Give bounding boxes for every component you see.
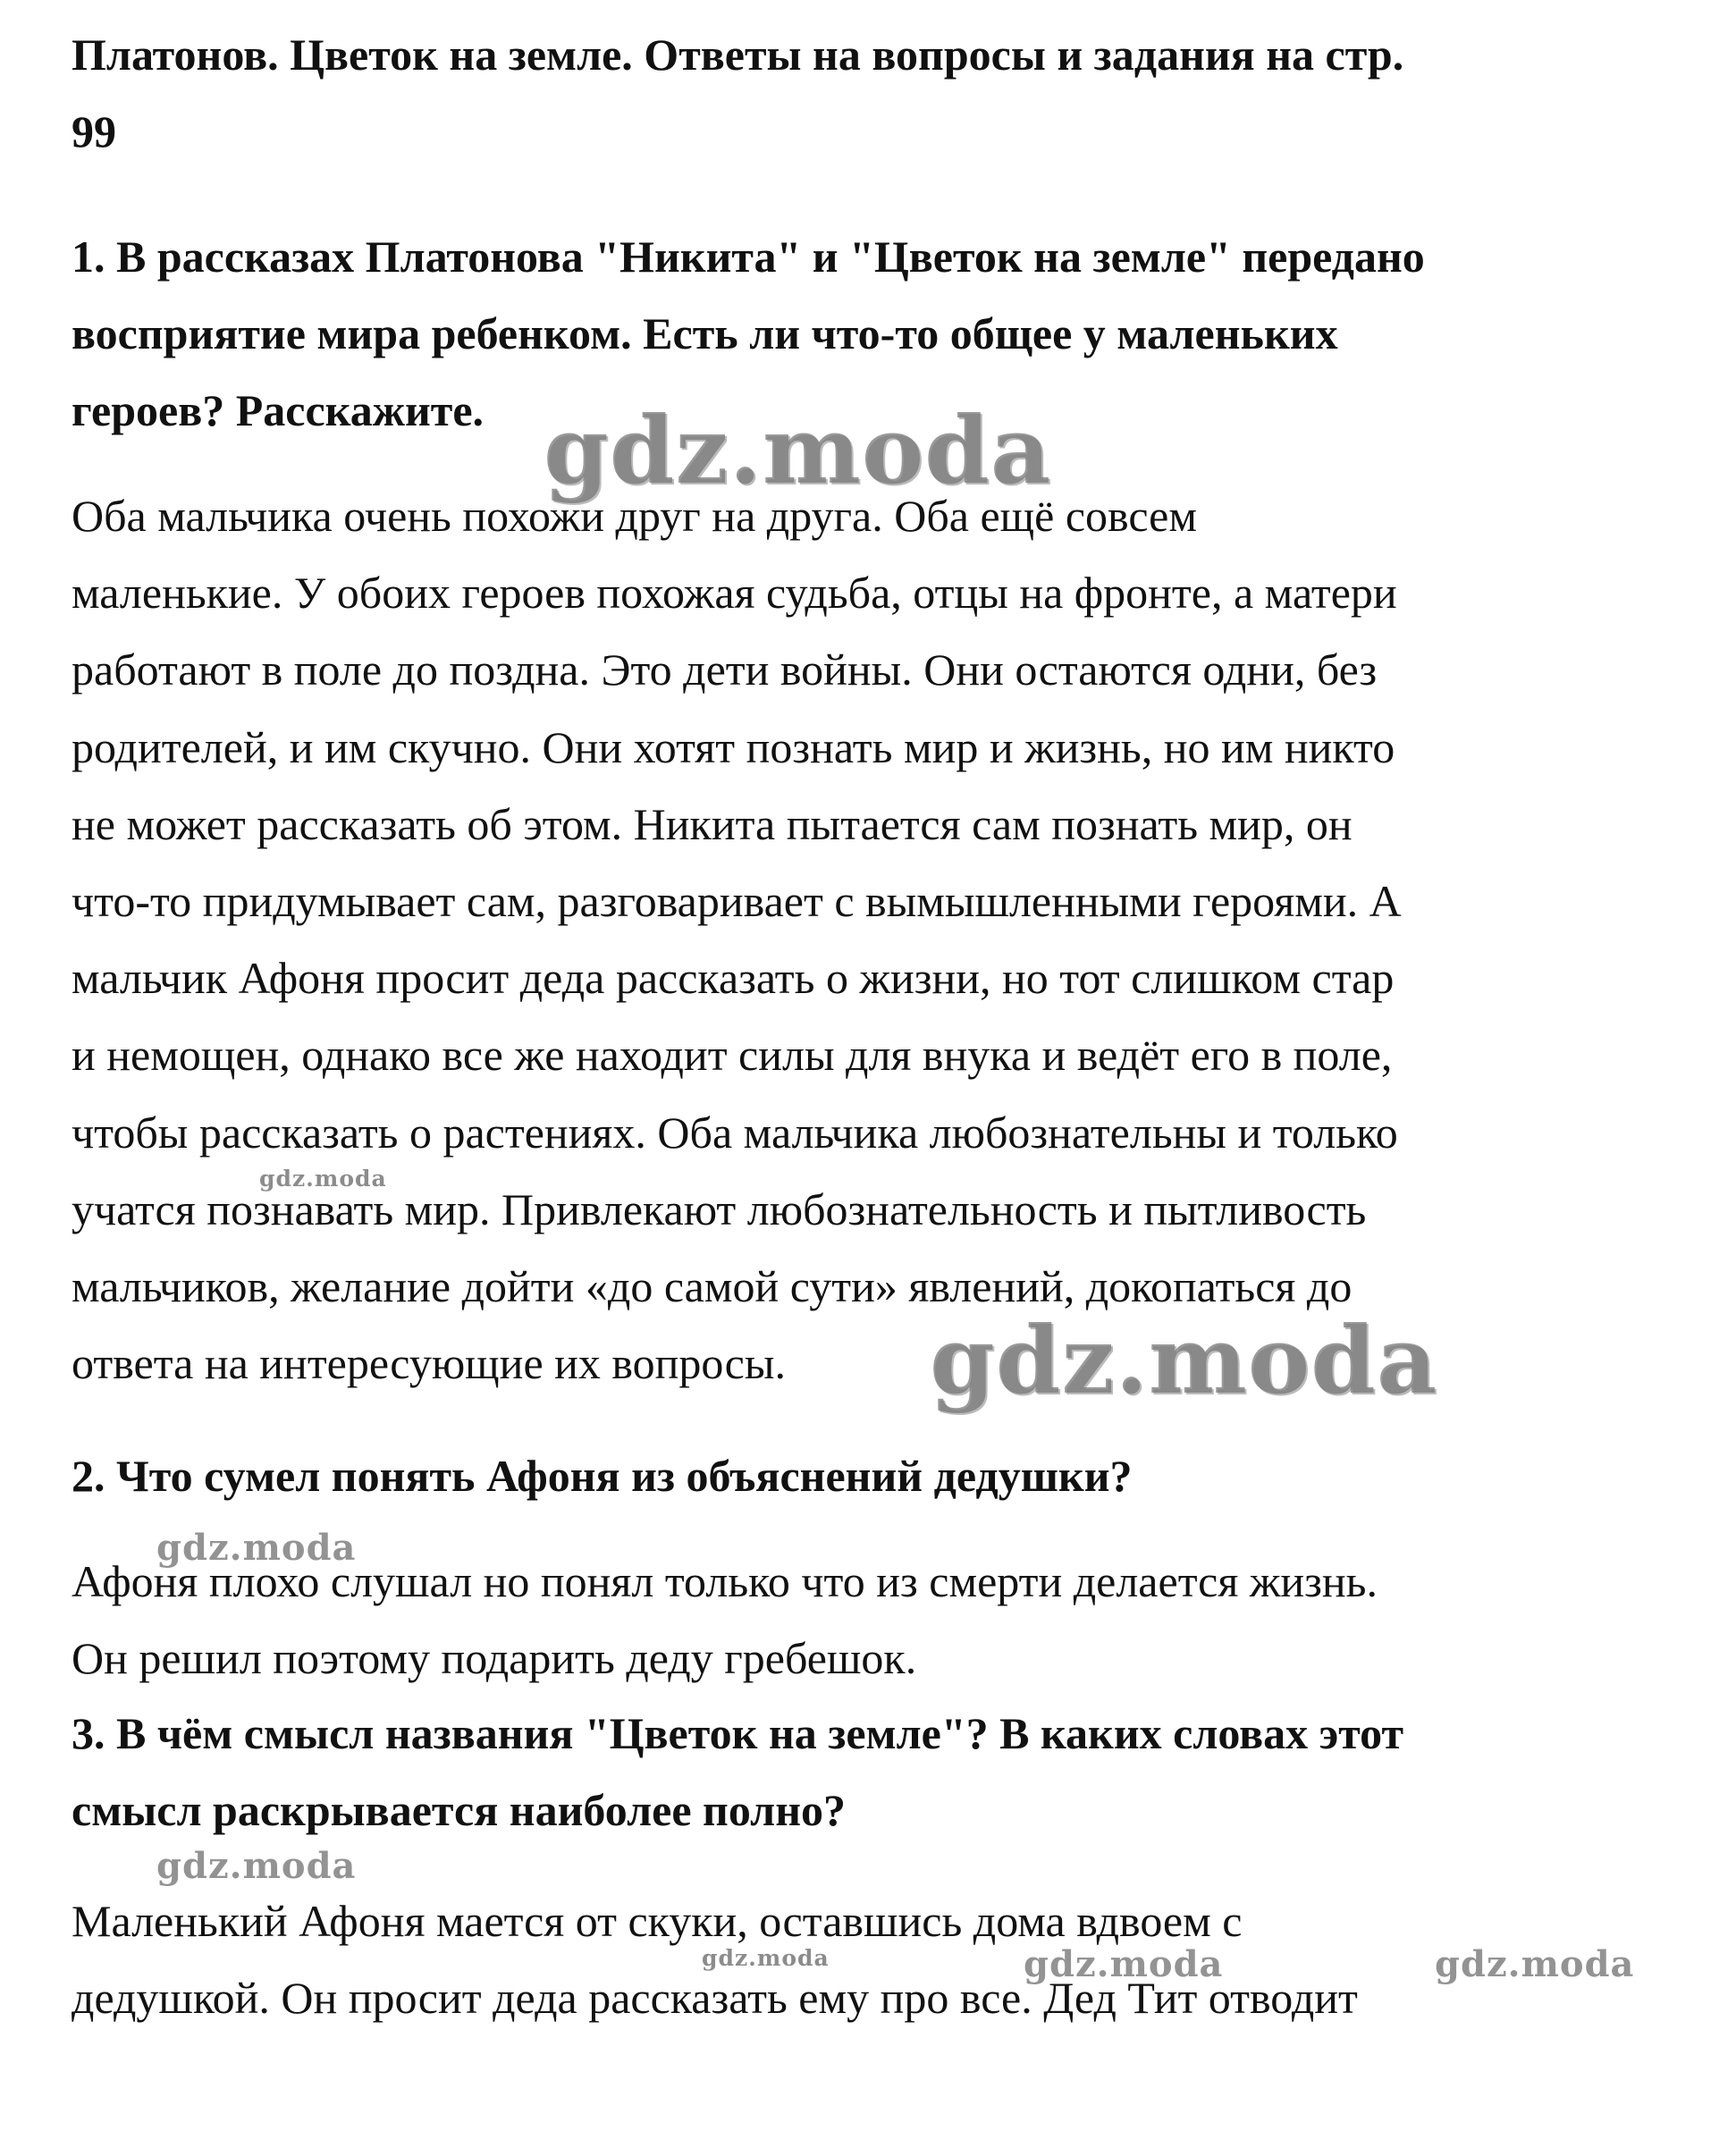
- answer-3-line-1: Маленький Афоня мается от скуки, оставшись дома вдвоем с: [72, 1896, 1243, 1946]
- watermark-medium: gdz.moda: [1024, 1943, 1224, 1985]
- answer-1-line-10: учатся познавать мир. Привлекают любознательность и пытливость: [72, 1184, 1367, 1234]
- document-title-line-2: 99: [72, 106, 116, 156]
- question-1-line-1: 1. В рассказах Платонова "Никита" и "Цветок на земле" передано: [72, 232, 1425, 282]
- watermark-large: gdz.moda: [930, 1305, 1438, 1415]
- answer-3-line-2: дедушкой. Он просит деда рассказать ему про все. Дед Тит отводит: [72, 1973, 1358, 2023]
- answer-1-line-6: что-то придумывает сам, разговаривает с вымышленными героями. А: [72, 876, 1402, 926]
- question-3-line-2: смысл раскрывается наиболее полно?: [72, 1785, 847, 1835]
- answer-1-line-5: не может рассказать об этом. Никита пытается сам познать мир, он: [72, 799, 1353, 849]
- answer-2-line-1: Афоня плохо слушал но понял только что из смерти делается жизнь.: [72, 1556, 1378, 1606]
- answer-1-line-1: Оба мальчика очень похожи друг на друга. Оба ещё совсем: [72, 491, 1198, 541]
- watermark-small: gdz.moda: [702, 1945, 830, 1971]
- answer-1-line-9: чтобы рассказать о растениях. Оба мальчика любознательны и только: [72, 1107, 1398, 1158]
- question-2-line-1: 2. Что сумел понять Афоня из объяснений дедушки?: [72, 1451, 1133, 1501]
- watermark-medium: gdz.moda: [156, 1845, 357, 1887]
- answer-1-line-12: ответа на интересующие их вопросы.: [72, 1338, 786, 1388]
- answer-1-line-8: и немощен, однако все же находит силы для внука и ведёт его в поле,: [72, 1030, 1393, 1080]
- document-title-line-1: Платонов. Цветок на земле. Ответы на вопросы и задания на стр.: [72, 29, 1404, 80]
- answer-1-line-4: родителей, и им скучно. Они хотят познать мир и жизнь, но им никто: [72, 722, 1395, 772]
- watermark-large: gdz.moda: [544, 395, 1052, 505]
- question-1-line-2: восприятие мира ребенком. Есть ли что-то общее у маленьких: [72, 308, 1338, 358]
- answer-2-line-2: Он решил поэтому подарить деду гребешок.: [72, 1633, 917, 1683]
- answer-1-line-3: работают в поле до поздна. Это дети войны. Они остаются одни, без: [72, 644, 1378, 695]
- watermark-medium: gdz.moda: [156, 1527, 357, 1569]
- watermark-small: gdz.moda: [259, 1166, 387, 1192]
- watermark-medium: gdz.moda: [1435, 1943, 1635, 1985]
- answer-1-line-11: мальчиков, желание дойти «до самой сути» явлений, докопаться до: [72, 1261, 1353, 1311]
- question-1-line-3: героев? Расскажите.: [72, 385, 485, 435]
- question-3-line-1: 3. В чём смысл названия "Цветок на земле"? В каких словах этот: [72, 1708, 1404, 1758]
- answer-1-line-7: мальчик Афоня просит деда рассказать о жизни, но тот слишком стар: [72, 953, 1395, 1003]
- answer-1-line-2: маленькие. У обоих героев похожая судьба, отцы на фронте, а матери: [72, 568, 1397, 618]
